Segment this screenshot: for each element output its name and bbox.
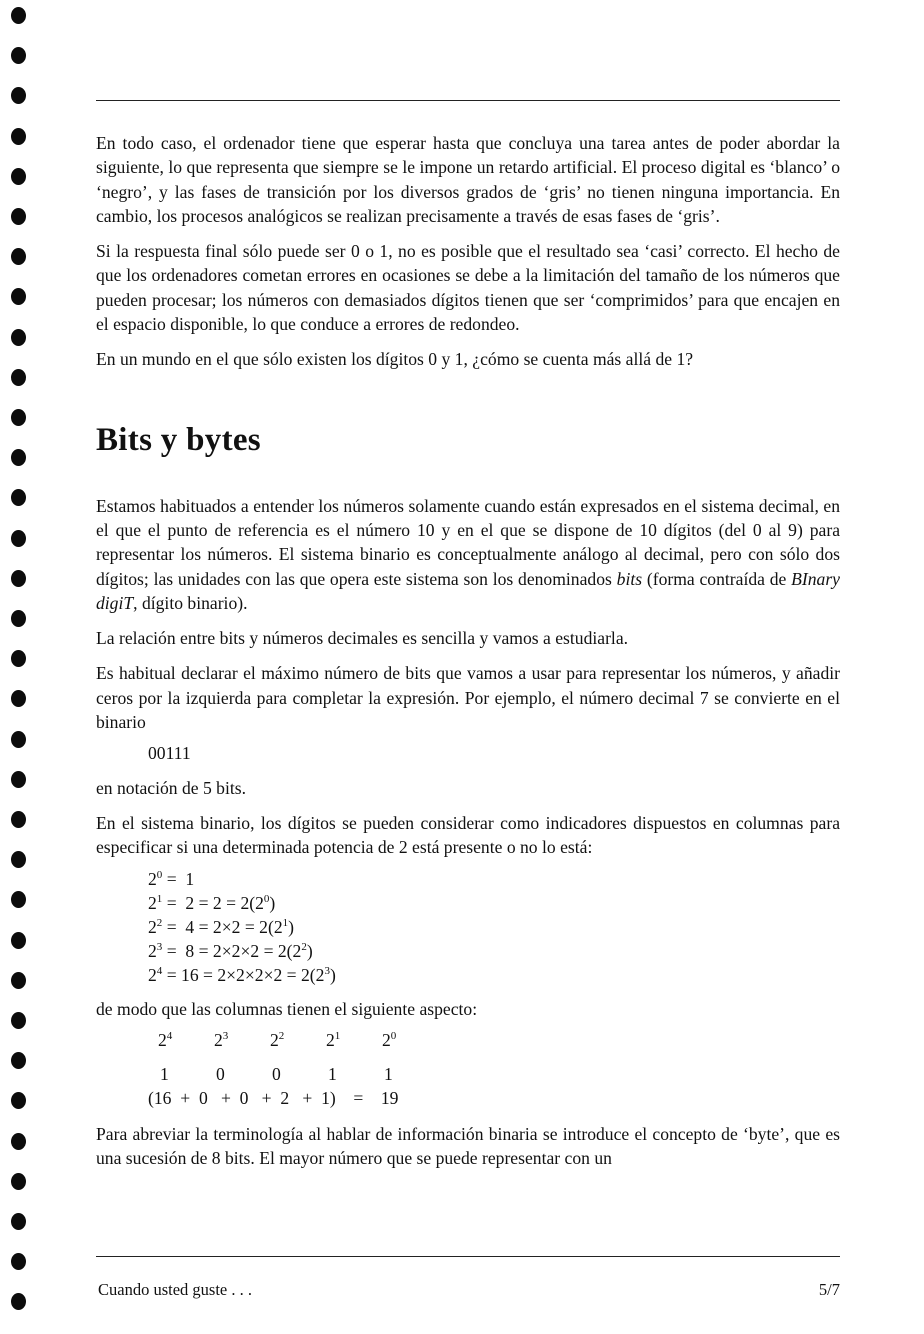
columns-bits (148, 1062, 840, 1086)
binder-hole (11, 1293, 26, 1310)
power-exponent: 3 (156, 940, 163, 953)
paragraph: En un mundo en el que sólo existen los dígitos 0 y 1, ¿cómo se cuenta más allá de 1? (96, 349, 694, 370)
power-base: 2 (148, 940, 157, 961)
power-row (148, 963, 840, 987)
binder-hole (11, 329, 26, 346)
column-header-cell (214, 1028, 270, 1052)
power-exponent: 0 (390, 1029, 397, 1042)
power-exponent: 0 (263, 892, 270, 905)
bit-cell: 1 (328, 1063, 337, 1084)
power-expansion: = 4 = 2×2 = 2(2 (162, 916, 283, 937)
power-base: 2 (326, 1029, 335, 1050)
power-expansion: = 8 = 2×2×2 = 2(2 (162, 940, 302, 961)
power-exponent: 2 (301, 940, 307, 953)
footer-title: Cuando usted guste . . . (98, 1280, 252, 1299)
binder-hole (11, 47, 26, 64)
power-exponent: 0 (156, 868, 163, 881)
binder-hole (11, 891, 26, 908)
paragraph: de modo que las columnas tienen el siguiente aspecto: (96, 998, 478, 1019)
paragraph: En todo caso, el ordenador tiene que esperar hasta que concluya una tarea antes de poder abordar la siguiente, lo que representa que siempre se le impone un retardo artificial. El proceso digital es ‘blanco’ o ‘negro’, y las fases de transición por los diversos grados de ‘gris’ no tienen ninguna importancia. En cambio, los procesos analógicos se realizan precisamente a través de esas fases de ‘gris’. (96, 133, 840, 226)
columns-header (148, 1028, 840, 1052)
section-heading: Bits y bytes (96, 421, 261, 458)
power-exponent: 3 (222, 1029, 229, 1042)
paragraph: Si la respuesta final sólo puede ser 0 o 1, no es posible que el resultado sea ‘casi’ correcto. El hecho de que los ordenadores cometan errores en ocasiones se debe a la limitación del tamaño de los números que pueden procesar; los números con demasiados dígitos tienen que ser ‘comprimidos’ para que encajen en el espacio disponible, lo que conduce a errores de redondeo. (96, 241, 840, 335)
binder-hole (11, 1012, 26, 1029)
power-close: ) (329, 964, 336, 985)
binder-hole (11, 610, 26, 627)
bit-cell: 0 (216, 1063, 225, 1084)
binder-hole (11, 409, 26, 426)
binder-hole (11, 168, 26, 185)
power-expansion: = 16 = 2×2×2×2 = 2(2 (162, 964, 325, 985)
text-run: (forma contraída de (642, 568, 792, 589)
binder-hole (11, 248, 26, 265)
paragraph: Es habitual declarar el máximo número de bits que vamos a usar para representar los números, y añadir ceros por la izquierda para completar la expresión. Por ejemplo, el número decimal 7 se convierte en el binario (96, 663, 840, 733)
binder-hole (11, 972, 26, 989)
power-base: 2 (148, 892, 157, 913)
power-exponent: 1 (282, 916, 289, 929)
column-header-cell (158, 1028, 214, 1052)
binder-hole (11, 128, 26, 145)
power-exponent: 1 (334, 1029, 341, 1042)
text-run: Estamos habituados a entender los números solamente cuando están expresados en el sistema decimal, en el que el punto de referencia es el número 10 y en el que se dispone de 10 dígitos (del 0 al 9) para representar los números. El sistema binario es conceptualmente análogo al decimal, pero con sólo dos dígitos; las unidades con las que opera este sistema son los denominados (96, 495, 840, 589)
binder-hole (11, 771, 26, 788)
column-header-cell (382, 1028, 438, 1052)
binder-hole (11, 1173, 26, 1190)
bit-cell: 1 (160, 1063, 169, 1084)
power-expansion: = 1 (162, 868, 195, 889)
binder-hole (11, 449, 26, 466)
binder-hole (11, 570, 26, 587)
binary-columns (96, 1028, 840, 1110)
bit-cell: 1 (384, 1063, 393, 1084)
power-exponent: 4 (156, 964, 163, 977)
binder-hole (11, 690, 26, 707)
binder-hole (11, 87, 26, 104)
power-base: 2 (158, 1029, 167, 1050)
power-base: 2 (148, 964, 157, 985)
bit-cell: 0 (272, 1063, 281, 1084)
power-exponent: 2 (156, 916, 163, 929)
power-row (148, 891, 840, 915)
power-exponent: 3 (324, 964, 330, 977)
power-exponent: 2 (278, 1029, 285, 1042)
binary-example: 00111 (148, 743, 191, 764)
binder-hole (11, 811, 26, 828)
binder-hole (11, 1052, 26, 1069)
footer-rule (96, 1256, 840, 1257)
binder-hole (11, 932, 26, 949)
text-run: , dígito binario). (133, 592, 248, 613)
binder-hole (11, 851, 26, 868)
binder-hole (11, 489, 26, 506)
power-base: 2 (214, 1029, 223, 1050)
power-row (148, 915, 840, 939)
binder-hole (11, 650, 26, 667)
power-base: 2 (148, 868, 157, 889)
binder-hole (11, 1213, 26, 1230)
power-base: 2 (382, 1029, 391, 1050)
header-rule (96, 100, 840, 101)
column-header-cell (326, 1028, 382, 1052)
term-binary-digit: BInary digiT (96, 568, 840, 613)
binder-hole (11, 1133, 26, 1150)
binder-hole (11, 288, 26, 305)
power-exponent: 1 (156, 892, 163, 905)
power-base: 2 (148, 916, 157, 937)
binder-hole (11, 1253, 26, 1270)
power-expansion: = 2 = 2 = 2(2 (162, 892, 264, 913)
paragraph: Para abreviar la terminología al hablar de información binaria se introduce el concepto de ‘byte’, que es una sucesión de 8 bits. El mayor número que se puede representar con un (96, 1123, 840, 1169)
power-close: ) (288, 916, 294, 937)
page-number: 5/7 (818, 1280, 840, 1299)
power-close: ) (306, 940, 313, 961)
page-content (96, 131, 840, 1181)
paragraph-bits-definition (96, 494, 840, 615)
paragraph: La relación entre bits y números decimales es sencilla y vamos a estudiarla. (96, 628, 629, 649)
binder-hole (11, 7, 26, 24)
binder-hole (11, 731, 26, 748)
binder-hole (11, 208, 26, 225)
binder-holes (0, 0, 40, 1334)
binder-hole (11, 369, 26, 386)
power-row (148, 939, 840, 963)
power-exponent: 4 (166, 1029, 173, 1042)
page-footer (98, 1280, 840, 1300)
powers-of-two-table (96, 867, 840, 987)
power-base: 2 (270, 1029, 279, 1050)
binder-hole (11, 530, 26, 547)
binder-hole (11, 1092, 26, 1109)
power-close: ) (269, 892, 276, 913)
power-row (148, 867, 840, 891)
columns-sum: (16 + 0 + 0 + 2 + 1) = 19 (148, 1087, 399, 1108)
term-bits: bits (616, 568, 643, 589)
column-header-cell (270, 1028, 326, 1052)
paragraph: En el sistema binario, los dígitos se pueden considerar como indicadores dispuestos en columnas para especificar si una determinada potencia de 2 está presente o no lo está: (96, 812, 840, 858)
paragraph: en notación de 5 bits. (96, 777, 247, 798)
